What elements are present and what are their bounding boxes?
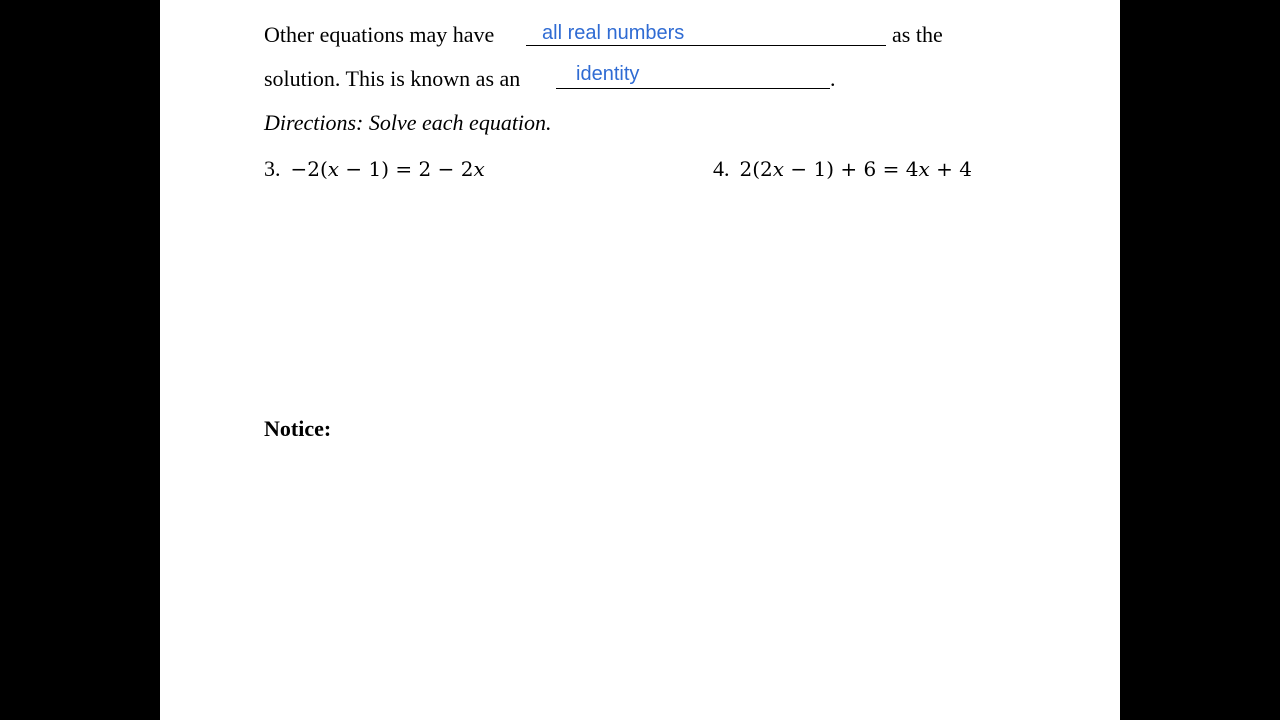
problem-3-mid: − 1) = 2 − 2 (339, 157, 474, 181)
problem-3-var2: x (473, 157, 485, 181)
directions-text: Directions: Solve each equation. (264, 110, 552, 135)
problem-3 (264, 156, 485, 182)
problem-3-lhs: −2( (290, 157, 328, 181)
problem-4-number: 4. (713, 156, 730, 181)
problem-4-var1: x (772, 157, 785, 181)
line2-prefix: solution. This is known as an (264, 66, 521, 91)
problem-4-mid: − 1) + 6 = 4 (784, 157, 919, 181)
line1-answer: all real numbers (542, 22, 685, 44)
problem-4-var2: x (918, 157, 930, 181)
problem-4-lhs: 2(2 (739, 157, 773, 181)
line1-prefix: Other equations may have (264, 22, 495, 47)
line2-suffix: . (830, 66, 836, 91)
problem-4 (713, 156, 972, 182)
problem-3-var1: x (327, 157, 340, 181)
problem-3-number: 3. (264, 156, 281, 181)
problem-3-equation (291, 157, 485, 181)
problem-4-equation (740, 157, 972, 181)
line1-suffix: as the (892, 22, 943, 47)
notice-label: Notice: (264, 416, 332, 441)
line2-answer: identity (576, 63, 640, 85)
document-page (160, 0, 1120, 720)
problem-4-tail: + 4 (929, 157, 972, 181)
